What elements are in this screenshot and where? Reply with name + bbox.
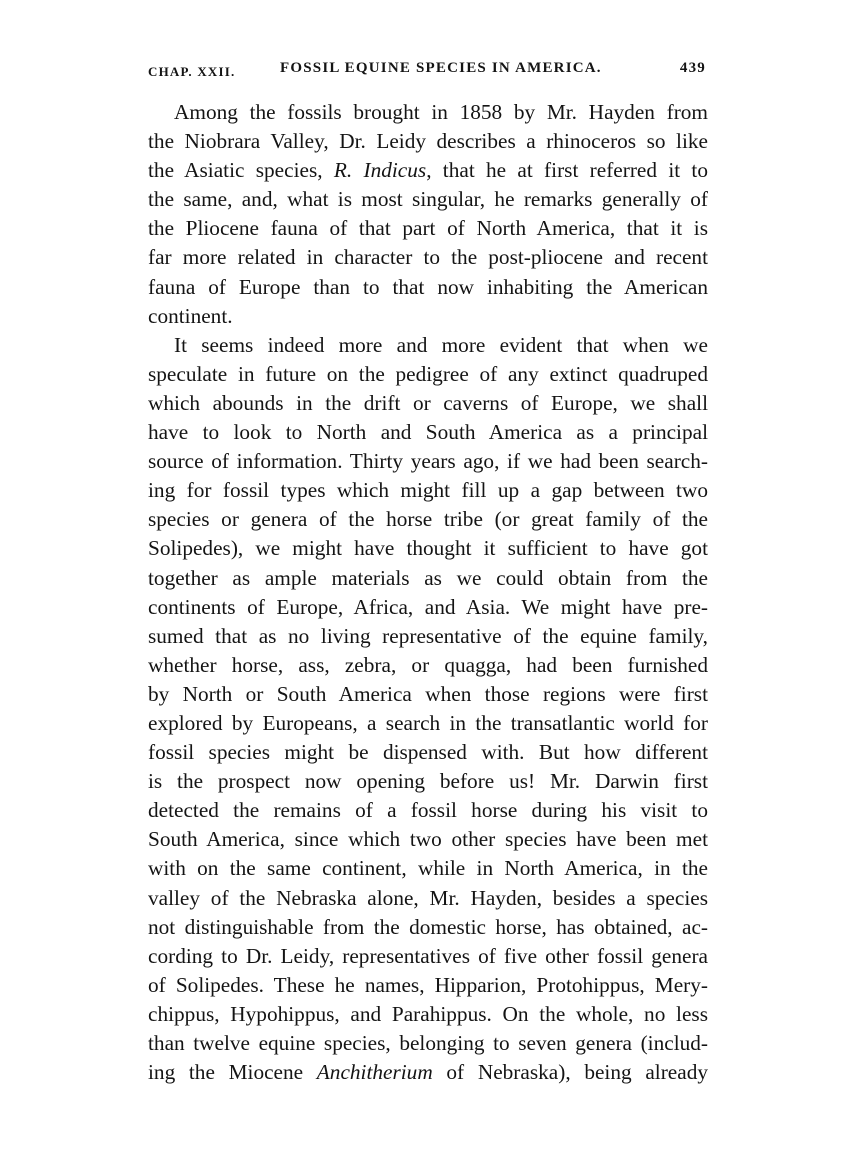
text-line xyxy=(148,185,708,214)
text-run: of Solipedes. These he names, Hipparion, Protohippus, Mery- xyxy=(148,972,708,997)
text-run: species or genera of the horse tribe (or great family of the xyxy=(148,507,708,532)
text-run: have to look to North and South America as a principal xyxy=(148,420,708,445)
text-run: ing for fossil types which might fill up a gap between two xyxy=(148,478,708,503)
text-line xyxy=(148,302,708,331)
text-run: , that he at first referred it to xyxy=(426,158,708,183)
text-run: the Niobrara Valley, Dr. Leidy describes a rhinoceros so like xyxy=(148,129,708,154)
paragraph xyxy=(148,331,708,1087)
text-run: explored by Europeans, a search in the transatlantic world for xyxy=(148,710,708,735)
text-line xyxy=(148,825,708,854)
italic-term: R. Indicus xyxy=(333,158,427,183)
text-line xyxy=(148,1058,708,1087)
text-line xyxy=(148,331,708,360)
text-run: far more related in character to the post-pliocene and recent xyxy=(148,245,708,270)
running-head xyxy=(148,60,708,84)
chapter-label: CHAP. XXII. xyxy=(148,64,236,79)
text-line xyxy=(148,1000,708,1029)
text-run: fauna of Europe than to that now inhabiting the American xyxy=(148,274,708,299)
text-line xyxy=(148,680,708,709)
text-run: Among the fossils brought in 1858 by Mr. Hayden from xyxy=(174,100,708,124)
text-line xyxy=(148,942,708,971)
text-run: not distinguishable from the domestic horse, has obtained, ac- xyxy=(148,914,708,939)
text-run: source of information. Thirty years ago, if we had been search- xyxy=(148,449,708,474)
text-line xyxy=(148,651,708,680)
text-line xyxy=(148,534,708,563)
text-line xyxy=(148,389,708,418)
text-line xyxy=(148,738,708,767)
text-run: valley of the Nebraska alone, Mr. Hayden, besides a species xyxy=(148,885,708,910)
text-line xyxy=(148,505,708,534)
text-line xyxy=(148,273,708,302)
text-run: sumed that as no living representative of the equine family, xyxy=(148,623,708,648)
text-line xyxy=(148,593,708,622)
text-line xyxy=(148,854,708,883)
text-run: is the prospect now opening before us! Mr. Darwin first xyxy=(148,769,708,794)
text-line xyxy=(148,709,708,738)
text-run: together as ample materials as we could obtain from the xyxy=(148,565,708,590)
text-line xyxy=(148,913,708,942)
text-run: Solipedes), we might have thought it sufficient to have got xyxy=(148,536,708,561)
text-run: the Asiatic species, xyxy=(148,158,334,183)
text-run: than twelve equine species, belonging to seven genera (includ- xyxy=(148,1031,708,1055)
running-title: FOSSIL EQUINE SPECIES IN AMERICA. xyxy=(280,60,602,76)
text-run: of Nebraska), being already xyxy=(432,1060,708,1085)
text-run: continent. xyxy=(148,303,233,328)
text-line xyxy=(148,971,708,1000)
text-line xyxy=(148,1029,708,1058)
text-line xyxy=(148,564,708,593)
text-run: speculate in future on the pedigree of any extinct quadruped xyxy=(148,361,708,386)
text-line xyxy=(148,214,708,243)
italic-term: Anchitherium xyxy=(316,1060,433,1085)
text-run: the Pliocene fauna of that part of North America, that it is xyxy=(148,216,708,241)
text-line xyxy=(148,476,708,505)
paragraph xyxy=(148,98,708,331)
text-run: the same, and, what is most singular, he remarks generally of xyxy=(148,187,708,212)
page-number: 439 xyxy=(679,60,706,76)
text-line xyxy=(148,360,708,389)
text-line xyxy=(148,243,708,272)
text-run: which abounds in the drift or caverns of Europe, we shall xyxy=(148,390,708,415)
text-run: detected the remains of a fossil horse during his visit to xyxy=(148,798,708,823)
text-run: South America, since which two other species have been met xyxy=(148,827,708,852)
text-line xyxy=(148,796,708,825)
text-line xyxy=(148,418,708,447)
text-line xyxy=(148,98,708,127)
text-run: chippus, Hypohippus, and Parahippus. On the whole, no less xyxy=(148,1001,708,1026)
text-run: by North or South America when those regions were first xyxy=(148,681,708,706)
text-line xyxy=(148,884,708,913)
text-line xyxy=(148,156,708,185)
body-text xyxy=(148,98,708,1087)
text-line xyxy=(148,127,708,156)
text-line xyxy=(148,622,708,651)
text-run: fossil species might be dispensed with. But how different xyxy=(148,740,708,765)
text-run: ing the Miocene xyxy=(148,1060,317,1085)
text-run: cording to Dr. Leidy, representatives of five other fossil genera xyxy=(148,943,708,968)
text-run: It seems indeed more and more evident that when we xyxy=(174,332,708,357)
text-line xyxy=(148,767,708,796)
text-run: whether horse, ass, zebra, or quagga, had been furnished xyxy=(148,652,708,677)
text-run: with on the same continent, while in North America, in the xyxy=(148,856,708,881)
text-run: continents of Europe, Africa, and Asia. We might have pre- xyxy=(148,594,708,619)
text-line xyxy=(148,447,708,476)
